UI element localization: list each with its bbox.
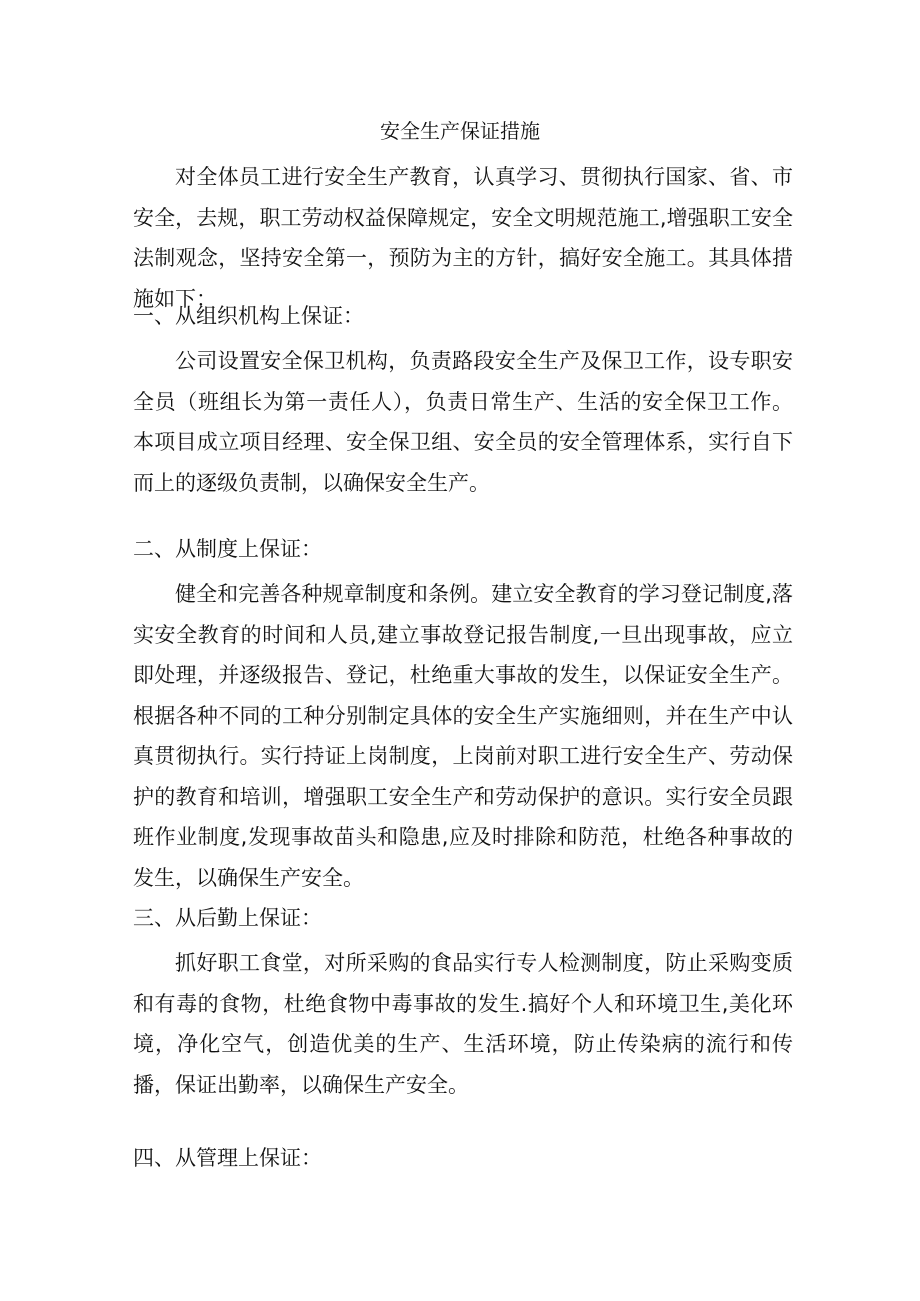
section-body-3: 抓好职工食堂，对所采购的食品实行专人检测制度，防止采购变质和有毒的食物，杜绝食物中毒事故的发生.搞好个人和环境卫生,美化环境，净化空气，创造优美的生产、生活环境，防止传染病的流行和传播，保证出勤率，以确保生产安全。 (133, 951, 793, 1097)
section-heading-4: 四、从管理上保证： (133, 1146, 322, 1170)
intro-paragraph: 对全体员工进行安全生产教育，认真学习、贯彻执行国家、省、市安全，去规，职工劳动权益保障规定，安全文明规范施工,增强职工安全法制观念，坚持安全第一，预防为主的方针，搞好安全施工。其具体措施如下： (133, 165, 793, 311)
section-heading-2: 二、从制度上保证： (133, 537, 322, 561)
section-heading-1: 一、从组织机构上保证： (133, 304, 364, 328)
document-title: 安全生产保证措施 (380, 119, 540, 143)
section-heading-3: 三、从后勤上保证： (133, 906, 322, 930)
section-body-2: 健全和完善各种规章制度和条例。建立安全教育的学习登记制度,落实安全教育的时间和人员,建立事故登记报告制度,一旦出现事故，应立即处理，并逐级报告、登记，杜绝重大事故的发生，以保证安全生产。根据各种不同的工种分别制定具体的安全生产实施细则，并在生产中认真贯彻执行。实行持证上岗制度，上岗前对职工进行安全生产、劳动保护的教育和培训，增强职工安全生产和劳动保护的意识。实行安全员跟班作业制度,发现事故苗头和隐患,应及时排除和防范，杜绝各种事故的发生，以确保生产安全。 (133, 582, 793, 890)
section-body-1: 公司设置安全保卫机构，负责路段安全生产及保卫工作，设专职安全员（班组长为第一责任人），负责日常生产、生活的安全保卫工作。本项目成立项目经理、安全保卫组、安全员的安全管理体系，实行自下而上的逐级负责制，以确保安全生产。 (133, 349, 793, 495)
